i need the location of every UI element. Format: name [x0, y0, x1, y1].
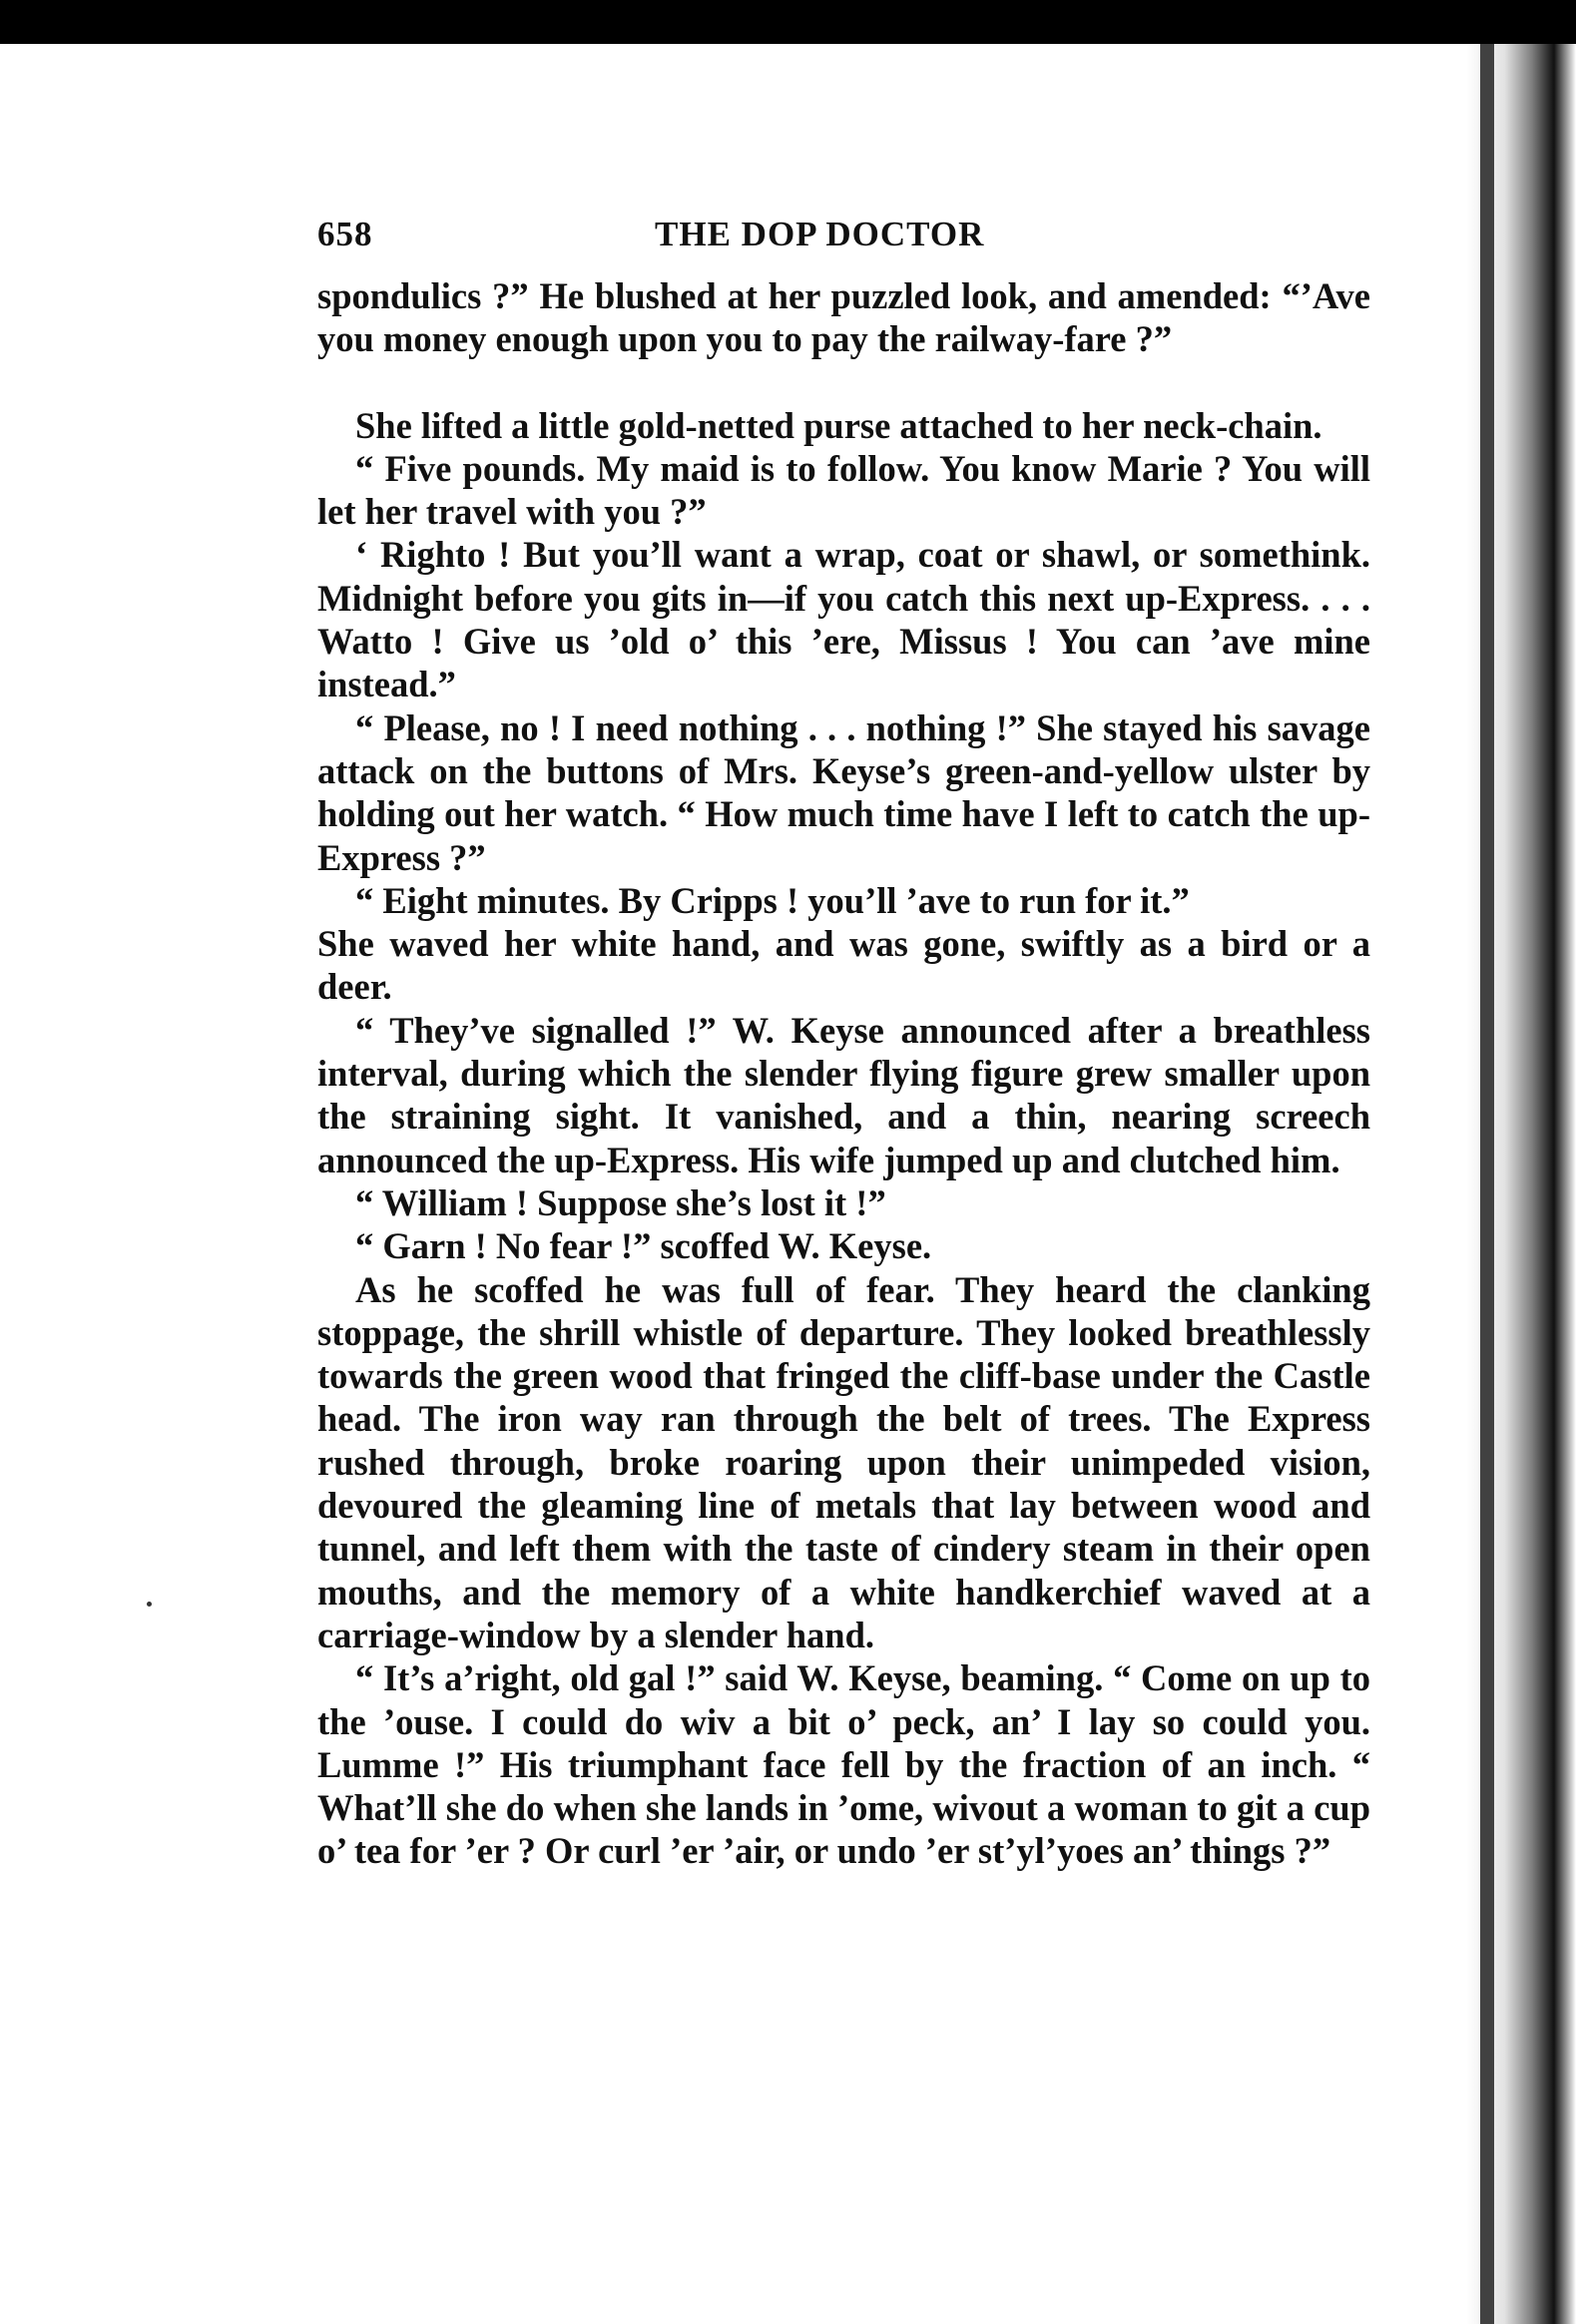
paragraph: spondulics ?” He blushed at her puzzled look, and amended: “’Ave you money enough upon you to pay the railway-fare ?”: [317, 275, 1370, 360]
paragraph: “ Five pounds. My maid is to follow. You know Marie ? You will let her travel with you ?”: [317, 447, 1370, 533]
paragraph-gap: [317, 361, 1370, 404]
paragraph: “ It’s a’right, old gal !” said W. Keyse, beaming. “ Come on up to the ’ouse. I could do wiv a bit o’ peck, an’ I lay so could you. Lumme !” His triumphant face fell by the fraction of an inch. “ What’ll she do when she lands in ’ome, wivout a woman to git a cup o’ tea for ’er ? Or curl ’er ’air, or undo ’er st’yl’yoes an’ things ?”: [317, 1657, 1370, 1872]
book-page: [317, 215, 1370, 1873]
paragraph: She lifted a little gold-netted purse attached to her neck-chain.: [355, 404, 1322, 446]
paragraph: “ Garn ! No fear !” scoffed W. Keyse.: [355, 1225, 932, 1267]
body-text: [317, 274, 1370, 1873]
paragraph: “ They’ve signalled !” W. Keyse announced after a breathless interval, during which the slender flying figure grew smaller upon the straining sight. It vanished, and a thin, nearing screech announced the up-Express. His wife jumped up and clutched him.: [317, 1009, 1370, 1180]
running-title: THE DOP DOCTOR: [655, 215, 985, 253]
stray-ink-mark: [147, 1602, 152, 1607]
book-edge: [1480, 44, 1494, 2324]
paragraph: “ William ! Suppose she’s lost it !”: [355, 1181, 886, 1223]
page-header: [317, 215, 1370, 274]
paragraph: ‘ Righto ! But you’ll want a wrap, coat or shawl, or somethink. Midnight before you gits in—if you catch this next up-Express. . . . Watto ! Give us ’old o’ this ’ere, Missus ! You can ’ave mine instead.”: [317, 534, 1370, 705]
paragraph: She waved her white hand, and was gone, swiftly as a bird or a deer.: [317, 923, 1370, 1008]
paragraph: “ Please, no ! I need nothing . . . nothing !” She stayed his savage attack on the buttons of Mrs. Keyse’s green-and-yellow ulster by holding out her watch. “ How much time have I left to catch the up-Express ?”: [317, 706, 1370, 878]
paragraph: As he scoffed he was full of fear. They heard the clanking stoppage, the shrill whistle of departure. They looked breathlessly towards the green wood that fringed the cliff-base under the Castle head. The iron way ran through the belt of trees. The Express rushed through, broke roaring upon their unimpeded vision, devoured the gleaming line of metals that lay between wood and tunnel, and left them with the taste of cindery steam in their open mouths, and the memory of a white handkerchief waved at a carriage-window by a slender hand.: [317, 1268, 1370, 1655]
paragraph: “ Eight minutes. By Cripps ! you’ll ’ave to run for it.”: [355, 879, 1190, 921]
scan-top-border: [0, 0, 1576, 44]
page-number: 658: [317, 215, 373, 253]
